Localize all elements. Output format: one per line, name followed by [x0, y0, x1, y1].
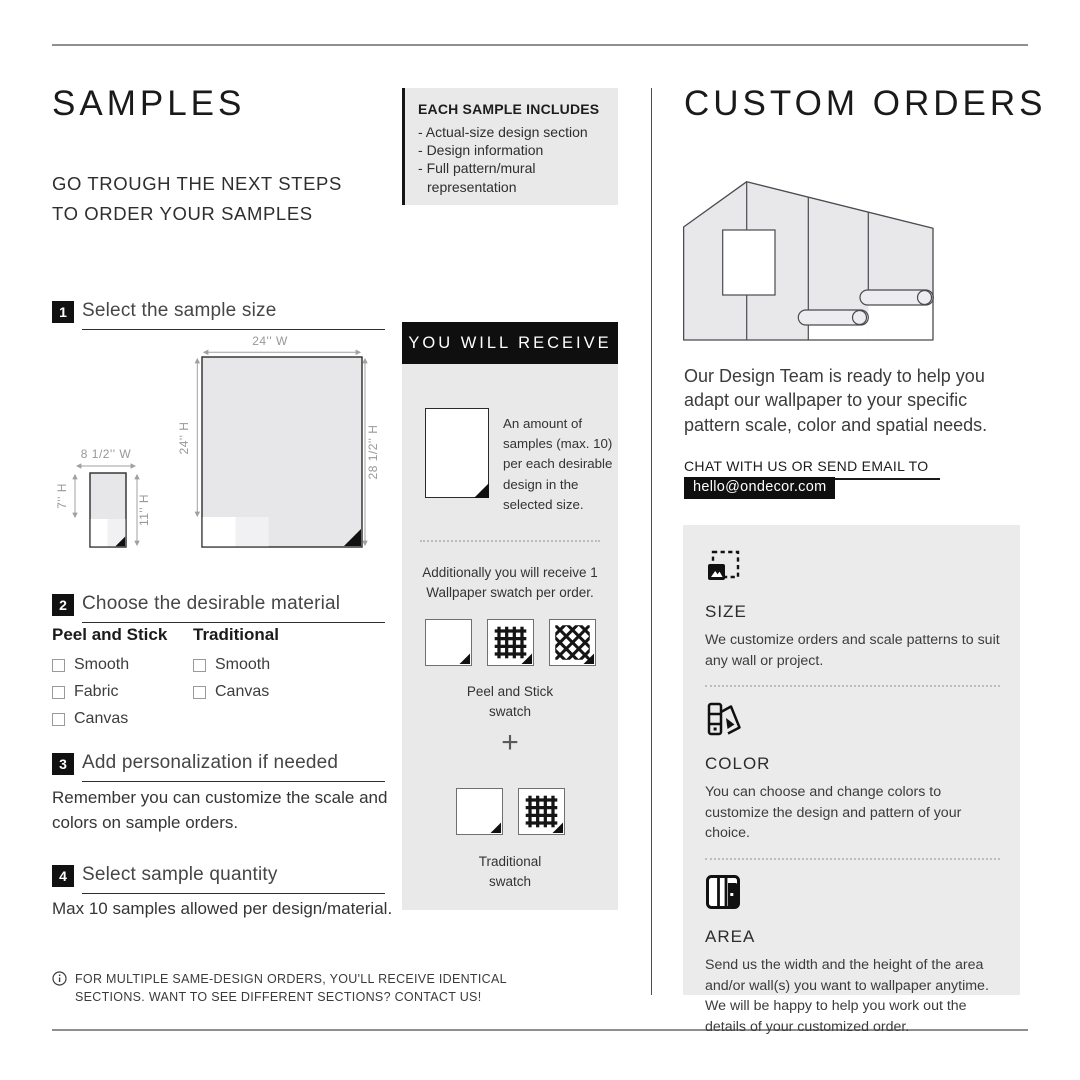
material-column-title: Traditional [193, 625, 279, 644]
feature-size-title: SIZE [705, 602, 747, 621]
footer-note [52, 970, 533, 1006]
step-3-title: Add personalization if needed [82, 752, 385, 782]
includes-item: - Actual-size design section [418, 123, 610, 141]
step-3-header [52, 752, 385, 780]
step-1-header [52, 300, 385, 328]
plus-sign: + [501, 726, 519, 759]
samples-title: SAMPLES [52, 84, 246, 123]
column-divider [651, 88, 652, 995]
material-option-smooth[interactable] [193, 656, 334, 674]
material-option-label: Canvas [215, 683, 270, 700]
large-sample-sheet [177, 334, 380, 547]
house-wallpaper-illustration [683, 178, 935, 343]
step-4-description: Max 10 samples allowed per design/material. [52, 899, 393, 918]
top-rule [52, 44, 1028, 46]
material-column-peel-and-stick [52, 625, 193, 737]
dotted-divider [705, 685, 1000, 687]
you-will-receive-panel [402, 364, 618, 910]
material-column-traditional [193, 625, 334, 737]
material-option-canvas[interactable] [193, 683, 334, 701]
step-3-number: 3 [52, 753, 74, 775]
checkbox-icon[interactable] [52, 686, 65, 699]
material-option-label: Fabric [74, 683, 119, 700]
includes-title: EACH SAMPLE INCLUDES [418, 101, 600, 117]
material-option-label: Canvas [74, 710, 129, 727]
step-4-number: 4 [52, 865, 74, 887]
checkbox-icon[interactable] [193, 686, 206, 699]
plain-swatch-icon [425, 619, 472, 666]
traditional-swatch-row [402, 788, 618, 835]
material-option-fabric[interactable] [52, 683, 193, 701]
crosshatch-swatch-icon [549, 619, 596, 666]
traditional-swatch-caption: Traditional [478, 854, 542, 869]
large-height-right-label: 28 1/2'' H [366, 424, 380, 480]
checkbox-icon[interactable] [52, 713, 65, 726]
large-width-label: 24'' W [252, 334, 288, 348]
size-selection-icon [705, 549, 741, 585]
wallpaper-roll-icon [798, 310, 868, 325]
includes-item: - Full pattern/mural representation [418, 159, 610, 195]
feature-color-text: You can choose and change colors to customize the design and pattern of your choice. [705, 784, 962, 842]
small-height-left-label: 7'' H [55, 483, 69, 509]
peel-swatch-caption: Peel and Stick [466, 684, 554, 699]
step-3-description: Remember you can customize the scale and colors on sample orders. [52, 788, 388, 832]
feature-area-text: Send us the width and the height of the area and/or wall(s) you want to wallpaper anytime. We will be happy to help you work out the details of your customized order. [705, 956, 989, 1035]
additional-swatch-text: Additionally you will receive 1 Wallpaper swatch per order. [422, 565, 598, 601]
samples-subtitle: GO TROUGH THE NEXT STEPS TO ORDER YOUR SAMPLES [52, 173, 342, 224]
checkbox-icon[interactable] [52, 659, 65, 672]
custom-order-features-panel [683, 525, 1020, 1035]
material-options [52, 625, 334, 737]
material-option-label: Smooth [215, 656, 271, 673]
peel-swatch-caption-sub: swatch [488, 704, 532, 719]
step-2-number: 2 [52, 594, 74, 616]
step-1-title: Select the sample size [82, 300, 385, 330]
material-option-smooth[interactable] [52, 656, 193, 674]
small-height-right-label: 11'' H [137, 493, 151, 527]
small-sample-sheet [55, 447, 151, 547]
step-4-header [52, 864, 385, 892]
material-option-canvas[interactable] [52, 710, 193, 728]
step-2-header [52, 593, 385, 621]
plain-swatch-icon [456, 788, 503, 835]
each-sample-includes-box [402, 88, 618, 205]
custom-orders-intro: Our Design Team is ready to help you adapt our wallpaper to your specific pattern scale, color and spatial needs. [684, 366, 988, 435]
peel-and-stick-swatch-row [402, 619, 618, 666]
large-height-left-label: 24'' H [177, 421, 191, 455]
dotted-divider [705, 858, 1000, 860]
wallpaper-roll-icon [860, 290, 933, 305]
material-option-label: Smooth [74, 656, 130, 673]
traditional-swatch-caption-sub: swatch [488, 874, 532, 889]
grid-swatch-icon [487, 619, 534, 666]
info-icon [52, 971, 67, 986]
you-will-receive-header: YOU WILL RECEIVE [402, 322, 618, 364]
color-swatches-icon [705, 701, 743, 737]
wall-area-icon [705, 874, 741, 910]
sample-size-diagram [52, 330, 392, 560]
custom-orders-title: CUSTOM ORDERS [684, 84, 1047, 123]
footer-note-text: FOR MULTIPLE SAME-DESIGN ORDERS, YOU'LL RECEIVE IDENTICAL SECTIONS. WANT TO SEE DIFFERENT SECTIONS? CONTACT US! [75, 972, 507, 1005]
small-width-label: 8 1/2'' W [80, 447, 132, 461]
dotted-divider [420, 540, 600, 542]
feature-area-title: AREA [705, 926, 756, 946]
chat-with-us-label: CHAT WITH US OR SEND EMAIL TO [684, 458, 940, 480]
folded-corner-icon [474, 483, 489, 498]
step-2-title: Choose the desirable material [82, 593, 385, 623]
step-4-title: Select sample quantity [82, 864, 385, 894]
samples-amount-text: An amount of samples (max. 10) per each desirable design in the selected size. [503, 416, 613, 512]
feature-size-text: We customize orders and scale patterns to suit any wall or project. [705, 632, 1000, 669]
email-badge[interactable]: hello@ondecor.com [684, 477, 835, 499]
grid-swatch-icon [518, 788, 565, 835]
step-1-number: 1 [52, 301, 74, 323]
material-column-title: Peel and Stick [52, 625, 168, 644]
checkbox-icon[interactable] [193, 659, 206, 672]
sample-sheet-icon [425, 408, 489, 498]
includes-item: - Design information [418, 141, 610, 159]
feature-color-title: COLOR [705, 754, 771, 774]
